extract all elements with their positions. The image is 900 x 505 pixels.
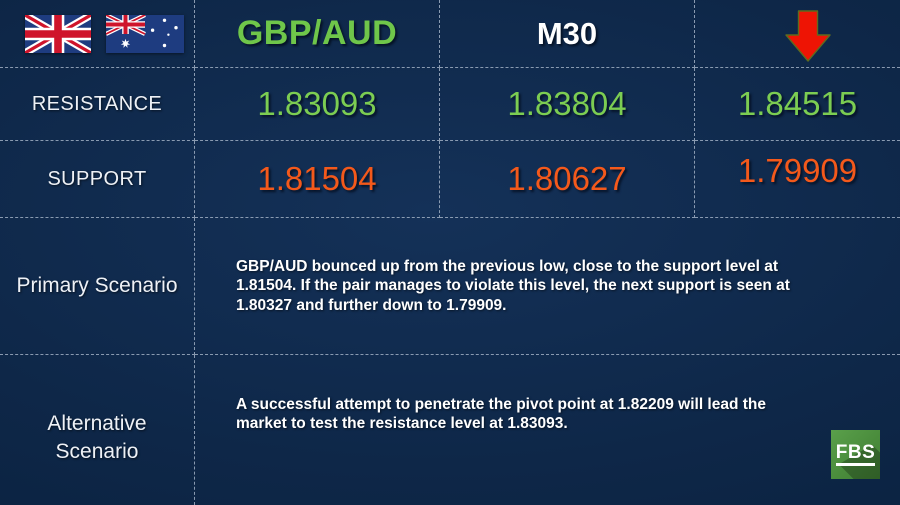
support-value-3: 1.79909	[737, 152, 858, 189]
trend-cell	[695, 0, 900, 68]
pair-title: GBP/AUD	[236, 14, 398, 52]
support-label: SUPPORT	[47, 167, 147, 190]
support-value-3-cell	[695, 141, 900, 218]
united-kingdom-flag-icon	[25, 15, 91, 53]
resistance-label: RESISTANCE	[31, 92, 163, 115]
australia-flag-icon	[106, 15, 184, 53]
timeframe-label: M30	[536, 15, 598, 51]
fbs-logo	[831, 430, 880, 479]
support-value-1: 1.81504	[257, 160, 377, 197]
alternative-scenario-text: A successful attempt to penetrate the pivot point at 1.82209 will lead the market to test the resistance level at 1.83093.	[236, 395, 766, 432]
resistance-value-1-cell	[195, 68, 440, 141]
primary-scenario-label: Primary Scenario	[16, 273, 178, 297]
flags-cell	[0, 0, 195, 68]
primary-scenario-text-cell	[195, 218, 900, 355]
down-arrow-icon	[785, 10, 831, 62]
alternative-scenario-label: Alternative Scenario	[47, 411, 147, 463]
resistance-value-3-cell	[695, 68, 900, 141]
support-label-cell	[0, 141, 195, 218]
support-value-2: 1.80627	[507, 160, 627, 197]
support-value-1-cell	[195, 141, 440, 218]
alternative-scenario-text-cell	[195, 355, 900, 505]
support-value-2-cell	[440, 141, 695, 218]
resistance-value-1: 1.83093	[257, 85, 377, 122]
primary-scenario-text: GBP/AUD bounced up from the previous low, close to the support level at 1.81504. If the pair manages to violate this level, the next support is seen at 1.80327 and further down to 1.79909.	[236, 258, 790, 314]
fbs-logo-text: FBS	[836, 443, 876, 466]
resistance-value-3: 1.84515	[737, 85, 858, 122]
resistance-label-cell	[0, 68, 195, 141]
resistance-value-2: 1.83804	[507, 85, 627, 122]
alternative-scenario-label-cell	[0, 355, 195, 505]
timeframe-cell	[440, 0, 695, 68]
resistance-value-2-cell	[440, 68, 695, 141]
pair-cell	[195, 0, 440, 68]
primary-scenario-label-cell	[0, 218, 195, 355]
